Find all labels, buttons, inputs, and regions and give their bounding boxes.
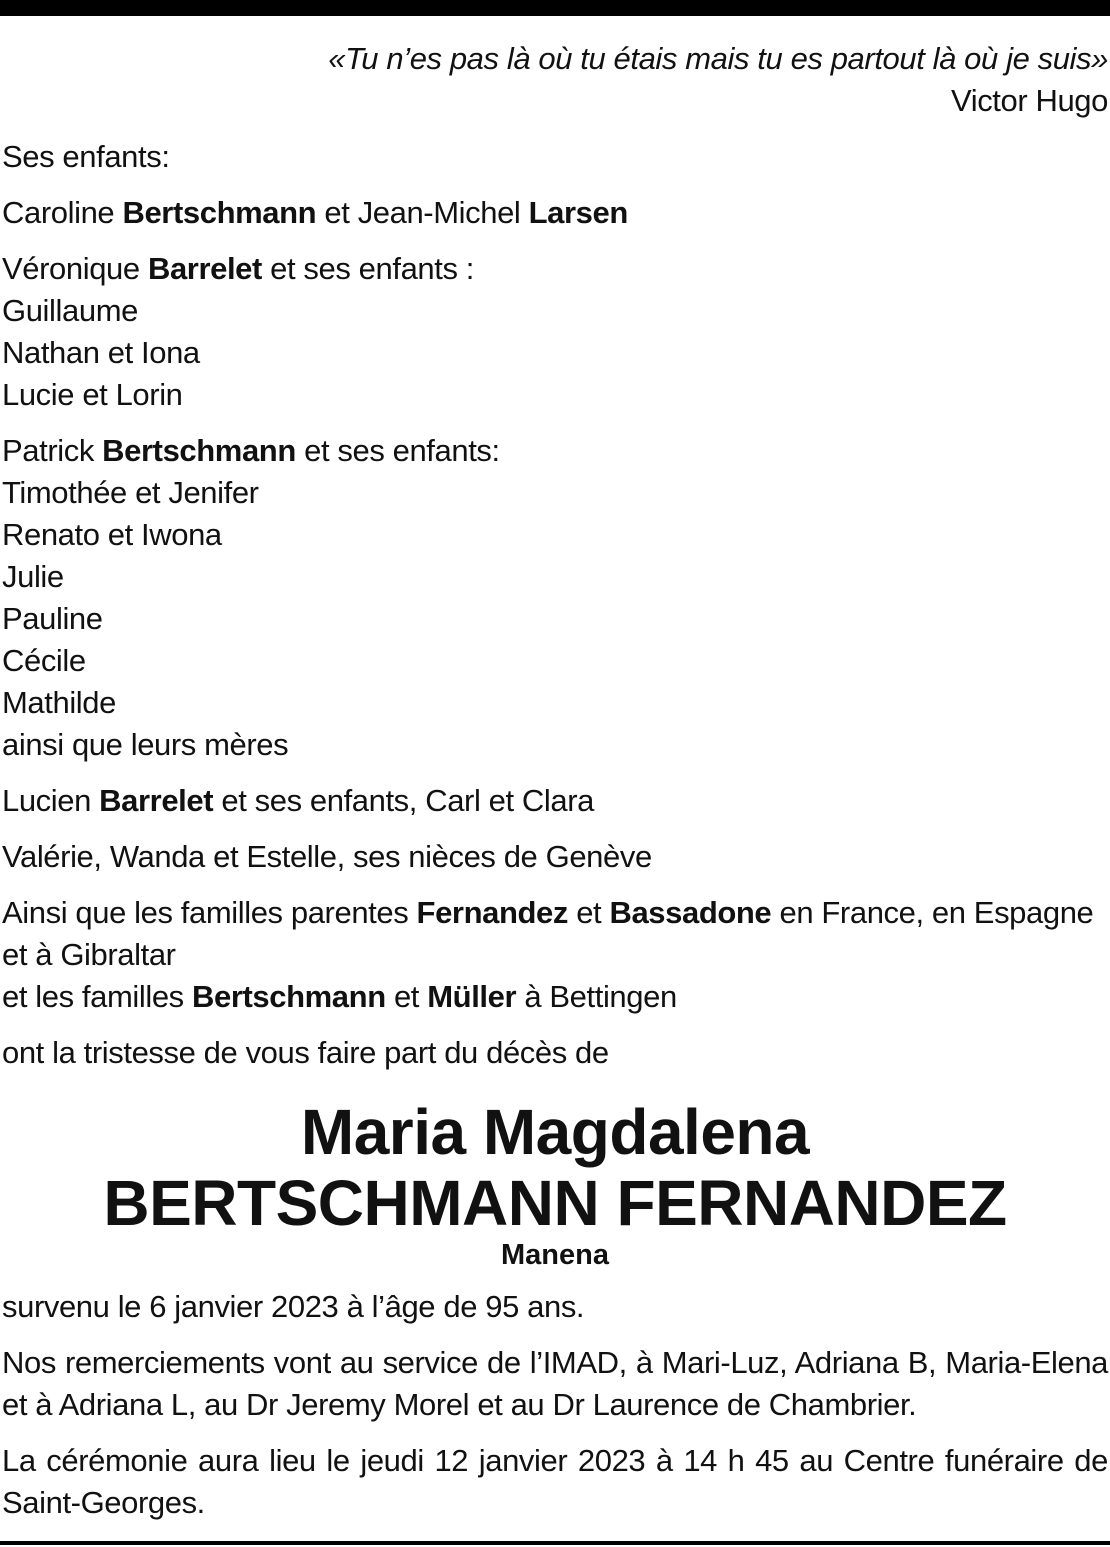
children-intro: Ses enfants: xyxy=(2,139,170,174)
thanks-paragraph: Nos remerciements vont au service de l’IMAD, à Mari-Luz, Adriana B, Maria-Elena et à Adriana L, au Dr Jeremy Morel et au Dr Laurence de Chambrier. xyxy=(2,1345,1108,1422)
top-rule xyxy=(0,0,1110,16)
grandchild-line: Nathan et Iona xyxy=(2,335,200,370)
grandchild-line: Julie xyxy=(2,559,64,594)
grandchild-line: Guillaume xyxy=(2,293,138,328)
death-details: survenu le 6 janvier 2023 à l’âge de 95 ans. xyxy=(2,1289,585,1324)
family-line-lucien: Lucien Barrelet et ses enfants, Carl et Clara xyxy=(2,783,595,818)
family-line-veronique: Véronique Barrelet et ses enfants : xyxy=(2,251,474,286)
family-block-veronique xyxy=(2,248,1108,416)
announcement-line: ont la tristesse de vous faire part du décès de xyxy=(2,1035,609,1070)
epigraph-quote: «Tu n’es pas là où tu étais mais tu es partout là où je suis» xyxy=(328,41,1108,76)
grandchild-line: Pauline xyxy=(2,601,103,636)
relatives-line-1: Ainsi que les familles parentes Fernandez et Bassadone en France, en Espagne xyxy=(2,895,1094,930)
grandchild-line: Timothée et Jenifer xyxy=(2,475,259,510)
bottom-rule xyxy=(0,1541,1110,1545)
grandchild-line: Renato et Iwona xyxy=(2,517,222,552)
nieces-line: Valérie, Wanda et Estelle, ses nièces de Genève xyxy=(2,839,652,874)
deceased-given-names: Maria Magdalena xyxy=(300,1096,810,1168)
ceremony-paragraph: La cérémonie aura lieu le jeudi 12 janvier 2023 à 14 h 45 au Centre funéraire de Saint-Georges. xyxy=(2,1443,1108,1520)
grandchild-line: Lucie et Lorin xyxy=(2,377,183,412)
grandchild-line: Mathilde xyxy=(2,685,116,720)
grandchild-line: Cécile xyxy=(2,643,86,678)
epigraph-author: Victor Hugo xyxy=(950,83,1108,118)
family-block-patrick xyxy=(2,430,1108,766)
grandchild-line: ainsi que leurs mères xyxy=(2,727,289,762)
family-line-patrick: Patrick Bertschmann et ses enfants: xyxy=(2,433,500,468)
relatives-line-3: et les familles Bertschmann et Müller à Bettingen xyxy=(2,979,677,1014)
obituary-notice xyxy=(2,38,1108,1524)
family-line-caroline: Caroline Bertschmann et Jean-Michel Larsen xyxy=(2,195,628,230)
relatives-block xyxy=(2,892,1108,1018)
relatives-line-2: et à Gibraltar xyxy=(2,937,176,972)
deceased-surnames: BERTSCHMANN FERNANDEZ xyxy=(103,1167,1007,1239)
deceased-nickname: Manena xyxy=(501,1239,609,1271)
